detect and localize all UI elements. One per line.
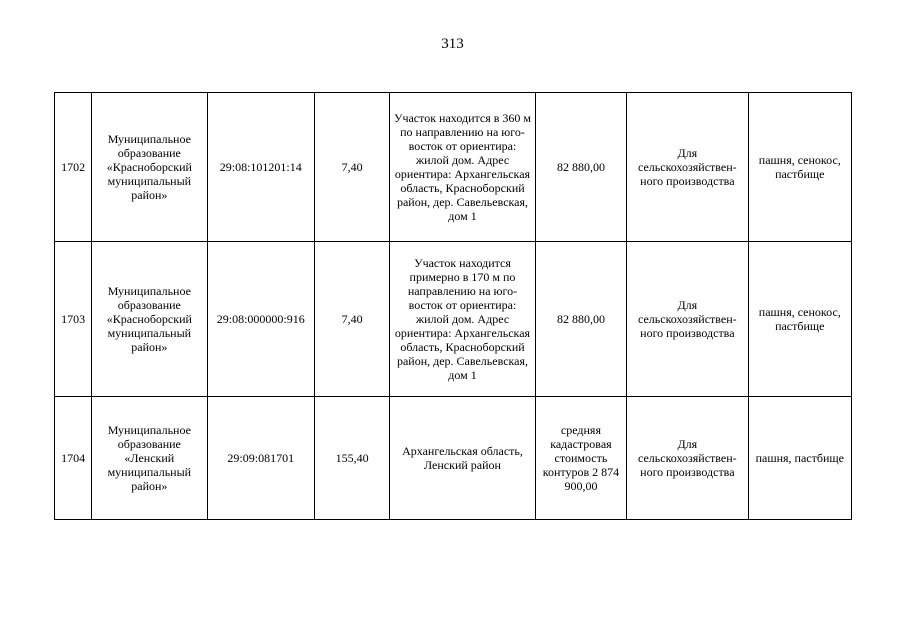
- cadastral-number-cell: 29:08:101201:14: [207, 93, 314, 242]
- land-plots-table: [54, 92, 852, 520]
- municipality-cell: Муниципальное образование «Красноборский муниципальный район»: [92, 93, 207, 242]
- purpose-cell: Для сельскохозяйствен-ного производства: [627, 242, 748, 397]
- location-cell: Участок находится в 360 м по направлению на юго-восток от ориентира: жилой дом. Адрес ориентира: Архангельская область, Красноборский район, дер. Савельевская, дом 1: [390, 93, 536, 242]
- cadastral-value-cell: средняя кадастровая стоимость контуров 2 874 900,00: [535, 397, 626, 520]
- cadastral-value-cell: 82 880,00: [535, 93, 626, 242]
- cadastral-number-cell: 29:08:000000:916: [207, 242, 314, 397]
- table-row: [55, 93, 852, 242]
- land-use-cell: пашня, пастбище: [748, 397, 851, 520]
- cadastral-value-cell: 82 880,00: [535, 242, 626, 397]
- location-cell: Участок находится примерно в 170 м по направлению на юго-восток от ориентира: жилой дом. Адрес ориентира: Архангельская область, Красноборский район, дер. Савельевская, дом 1: [390, 242, 536, 397]
- land-use-cell: пашня, сенокос, пастбище: [748, 93, 851, 242]
- row-number-cell: 1704: [55, 397, 92, 520]
- land-use-cell: пашня, сенокос, пастбище: [748, 242, 851, 397]
- row-number-cell: 1703: [55, 242, 92, 397]
- cadastral-number-cell: 29:09:081701: [207, 397, 314, 520]
- area-cell: 155,40: [314, 397, 389, 520]
- page-number: 313: [441, 36, 464, 52]
- location-cell: Архангельская область, Ленский район: [390, 397, 536, 520]
- municipality-cell: Муниципальное образование «Ленский муниципальный район»: [92, 397, 207, 520]
- table-row: [55, 397, 852, 520]
- purpose-cell: Для сельскохозяйствен-ного производства: [627, 93, 748, 242]
- municipality-cell: Муниципальное образование «Красноборский муниципальный район»: [92, 242, 207, 397]
- row-number-cell: 1702: [55, 93, 92, 242]
- area-cell: 7,40: [314, 93, 389, 242]
- table-row: [55, 242, 852, 397]
- area-cell: 7,40: [314, 242, 389, 397]
- purpose-cell: Для сельскохозяйствен-ного производства: [627, 397, 748, 520]
